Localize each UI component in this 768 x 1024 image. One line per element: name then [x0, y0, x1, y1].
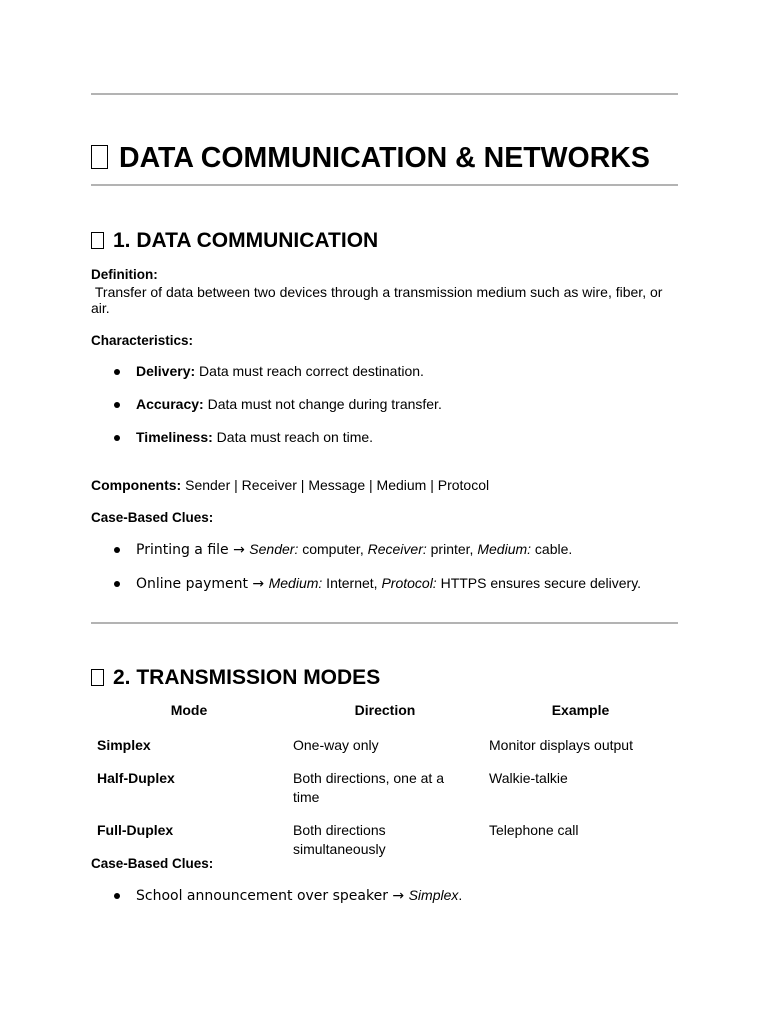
table-body [91, 736, 678, 873]
table-cell: One-way only [293, 737, 379, 753]
section-heading-text: 1. DATA COMMUNICATION [113, 229, 379, 252]
clues-list [91, 887, 678, 921]
section-heading [91, 229, 378, 253]
characteristic-desc: Data must reach on time. [212, 429, 374, 445]
characteristic-item [91, 429, 678, 446]
clue-text: cable. [531, 541, 573, 557]
clue-text: Printing a file → [136, 542, 250, 558]
missing-glyph-icon [91, 669, 104, 686]
definition-text: Transfer of data between two devices through a transmission medium such as wire, fiber, or air. [91, 284, 667, 316]
clue-text: Internet, [322, 575, 382, 591]
components-label: Components: [91, 477, 182, 493]
table-cell: Walkie-talkie [489, 770, 568, 786]
section-heading [91, 666, 380, 690]
horizontal-rule [91, 622, 678, 624]
transmission-modes-table [91, 702, 678, 873]
characteristic-term: Timeliness: [136, 429, 213, 445]
components-text: Sender | Receiver | Message | Medium | Protocol [181, 477, 490, 493]
missing-glyph-icon [91, 145, 108, 169]
mode-cell: Full-Duplex [97, 822, 174, 838]
mode-cell: Half-Duplex [97, 770, 175, 786]
clue-text: HTTPS ensures secure delivery. [436, 575, 642, 591]
section-heading-text: 2. TRANSMISSION MODES [113, 666, 381, 689]
table-header-row [91, 702, 678, 736]
characteristics-list [91, 363, 678, 462]
clue-item [91, 541, 678, 559]
clue-text: School announcement over speaker → [136, 888, 409, 904]
mode-cell: Simplex [97, 737, 151, 753]
table-row [91, 736, 678, 769]
characteristic-item [91, 363, 678, 380]
column-header: Mode [170, 702, 208, 718]
clues-list [91, 541, 678, 609]
clue-item [91, 575, 678, 593]
table-row [91, 769, 678, 821]
characteristic-term: Accuracy: [136, 396, 204, 412]
components-line [91, 477, 489, 493]
table-cell: Telephone call [489, 822, 579, 838]
clues-label: Case-Based Clues: [91, 856, 214, 871]
table-cell: Both directions simultaneously [293, 822, 386, 857]
clue-text: . [458, 887, 463, 903]
characteristic-term: Delivery: [136, 363, 196, 379]
column-header: Example [551, 702, 610, 718]
definition-label: Definition: [91, 267, 158, 282]
horizontal-rule [91, 184, 678, 186]
clue-term: Simplex [408, 887, 459, 903]
table-cell: Both directions, one at a time [293, 770, 444, 805]
clue-term: Medium: [268, 575, 323, 591]
clue-text: printer, [426, 541, 478, 557]
column-header: Direction [354, 702, 416, 718]
clue-text: Online payment → [136, 576, 269, 592]
clue-term: Protocol: [381, 575, 437, 591]
characteristic-desc: Data must reach correct destination. [195, 363, 424, 379]
clue-text: computer, [298, 541, 368, 557]
characteristics-label: Characteristics: [91, 333, 194, 348]
clue-item [91, 887, 678, 905]
characteristic-desc: Data must not change during transfer. [203, 396, 442, 412]
table-cell: Monitor displays output [489, 737, 633, 753]
clue-term: Medium: [477, 541, 532, 557]
horizontal-rule [91, 93, 678, 95]
missing-glyph-icon [91, 232, 104, 249]
page-title [91, 142, 650, 175]
page-title-text: DATA COMMUNICATION & NETWORKS [119, 142, 650, 174]
characteristic-item [91, 396, 678, 413]
clue-term: Sender: [249, 541, 299, 557]
clues-label: Case-Based Clues: [91, 510, 214, 525]
clue-term: Receiver: [367, 541, 427, 557]
